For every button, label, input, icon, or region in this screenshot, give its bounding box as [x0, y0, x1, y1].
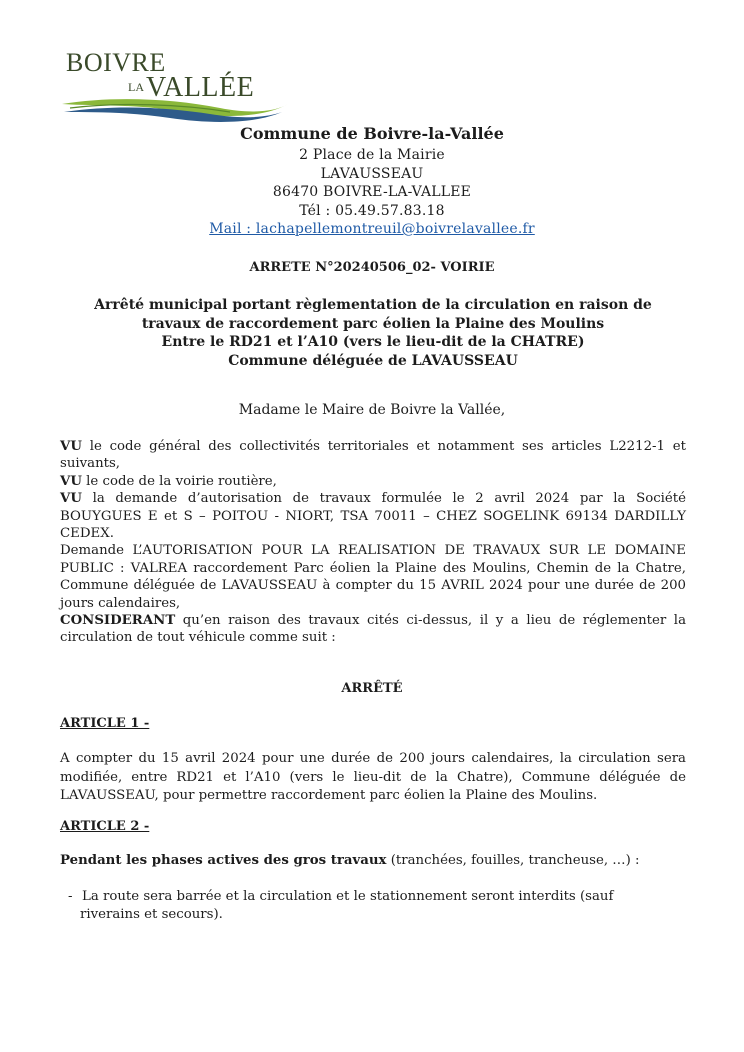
considerant-paragraph — [60, 473, 686, 490]
considerants-block — [60, 438, 686, 647]
considerant-text: Demande L’AUTORISATION POUR LA REALISATION DE TRAVAUX SUR LE DOMAINE PUBLIC : VALREA raccordement Parc éolien la Plaine des Moulins, Chemin de la Chatre, Commune déléguée de LAVAUSSEAU à compter du 15 AVRIL 2024 pour une durée de 200 jours calendaires, — [60, 543, 686, 611]
considerant-paragraph — [60, 612, 686, 647]
considerant-paragraph — [60, 490, 686, 542]
phases-bold: Pendant les phases actives des gros travaux — [60, 853, 387, 868]
subject-line-1: Arrêté municipal portant règlementation de la circulation en raison de — [94, 297, 652, 313]
arrete-number: ARRETE N°20240506_02- VOIRIE — [249, 260, 495, 275]
logo-line2-big: VALLÉE — [146, 72, 255, 103]
considerant-text: le code de la voirie routière, — [81, 473, 277, 489]
address-line-1: 2 Place de la Mairie — [299, 147, 445, 163]
subject-line-3: Entre le RD21 et l’A10 (vers le lieu-dit de la CHATRE) — [161, 334, 585, 350]
logo-line1: BOIVRE — [66, 48, 166, 77]
logo-line2-small: LA — [128, 80, 144, 94]
article-1-text: A compter du 15 avril 2024 pour une durée de 200 jours calendaires, la circulation sera modifiée, entre RD21 et l’A10 (vers le lieu-dit de la Chatre), Commune déléguée de LAVAUSSEAU, pour permettre raccordement parc éolien la Plaine des Moulins. — [60, 751, 686, 803]
mail-link[interactable]: Mail : lachapellemontreuil@boivrelavallee.fr — [209, 221, 535, 237]
arrete-subject — [60, 296, 686, 370]
considerant-paragraph — [60, 438, 686, 473]
bullet-dash: - — [68, 889, 73, 904]
considerant-lead: CONSIDERANT — [60, 613, 176, 629]
considerant-lead: VU — [60, 473, 82, 489]
considerant-lead: VU — [60, 491, 82, 507]
article-2-title: ARTICLE 2 - — [60, 819, 150, 834]
article-2-bullet — [68, 888, 686, 924]
boivre-la-vallee-logo — [60, 44, 290, 128]
commune-name: Commune de Boivre-la-Vallée — [240, 124, 504, 143]
subject-line-2: travaux de raccordement parc éolien la Plaine des Moulins — [141, 315, 605, 332]
considerant-lead: VU — [60, 439, 82, 454]
logo-swoosh-icon — [60, 94, 290, 124]
phases-rest: (tranchées, fouilles, trancheuse, …) : — [386, 853, 640, 868]
address-line-2: LAVAUSSEAU — [320, 166, 424, 182]
bullet-line-2: riverains et secours). — [80, 907, 223, 922]
subject-line-4: Commune déléguée de LAVAUSSEAU — [228, 352, 518, 369]
considerant-text: la demande d’autorisation de travaux formulée le 2 avril 2024 par la Société BOUYGUES E et S – POITOU - NIORT, TSA 70011 – CHEZ SOGELINK 69134 DARDILLY CEDEX. — [60, 491, 686, 542]
mayor-salutation: Madame le Maire de Boivre la Vallée, — [238, 402, 506, 418]
phone-line: Tél : 05.49.57.83.18 — [299, 203, 445, 219]
arrete-heading: ARRÊTÉ — [341, 681, 403, 696]
considerant-text: qu’en raison des travaux cités ci-dessus, il y a lieu de réglementer la circulation de tout véhicule comme suit : — [60, 613, 686, 646]
article-1-title: ARTICLE 1 - — [60, 716, 150, 731]
considerant-text: le code général des collectivités territoriales et notamment ses articles L2212-1 et suivants, — [60, 439, 686, 472]
bullet-line-1: La route sera barrée et la circulation et le stationnement seront interdits (sauf — [82, 889, 614, 904]
address-line-3: 86470 BOIVRE-LA-VALLEE — [272, 184, 472, 200]
considerant-paragraph — [60, 542, 686, 612]
article-2-phases — [60, 853, 686, 868]
